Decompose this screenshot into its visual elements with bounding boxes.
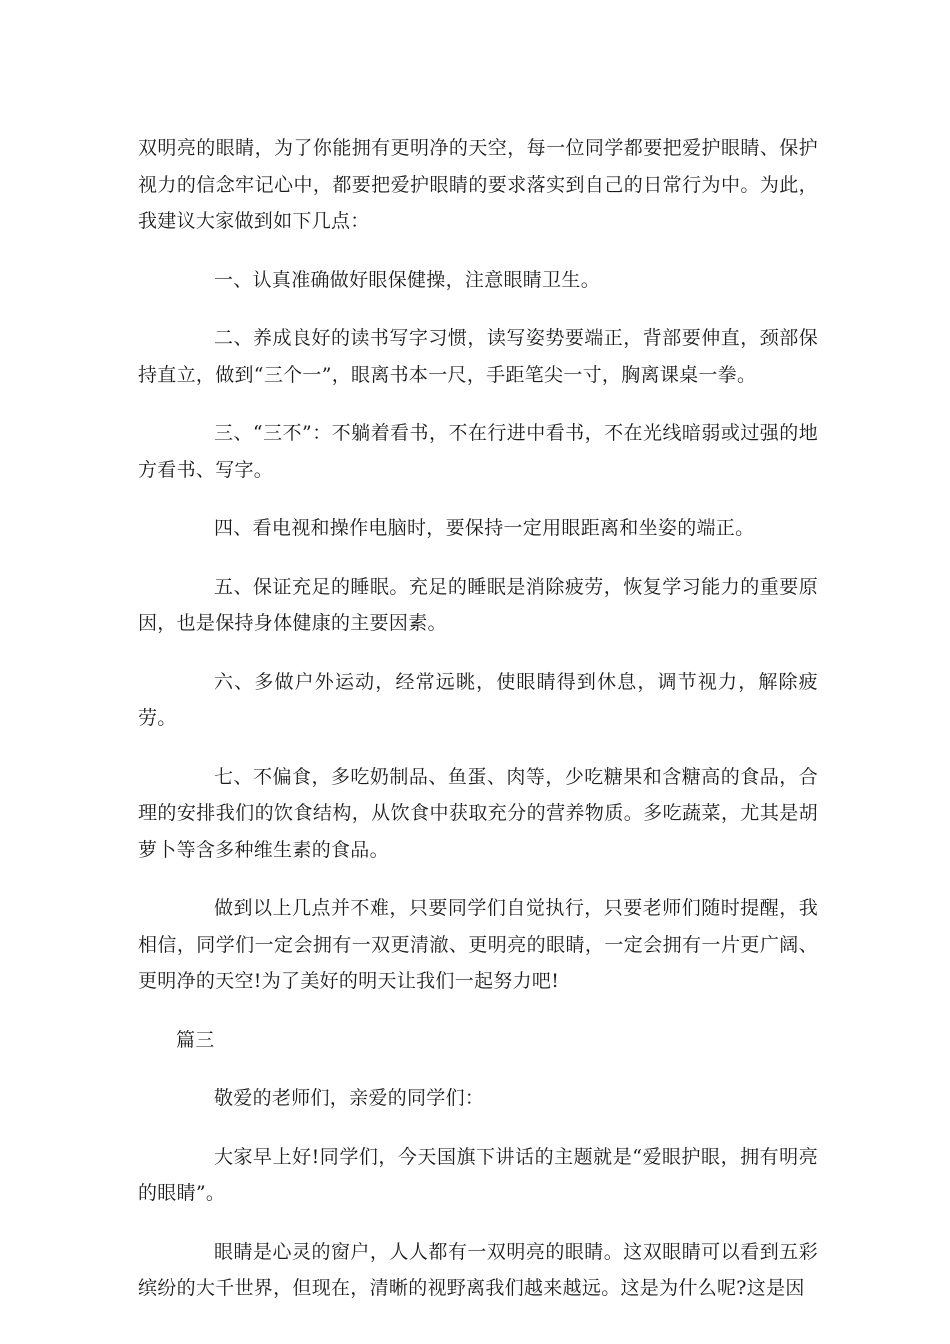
paragraph-greeting: 大家早上好!同学们，今天国旗下讲话的主题就是“爱眼护眼，拥有明亮的眼睛”。 xyxy=(138,1145,818,1204)
paragraph-point-2: 二、养成良好的读书写字习惯，读写姿势要端正，背部要伸直，颈部保持直立，做到“三个一”，眼离书本一尺，手距笔尖一寸，胸离课桌一拳。 xyxy=(138,327,818,386)
paragraph-point-6: 六、多做户外运动，经常远眺，使眼睛得到休息，调节视力，解除疲劳。 xyxy=(138,670,818,729)
paragraph-point-7: 七、不偏食，多吃奶制品、鱼蛋、肉等，少吃糖果和含糖高的食品，合理的安排我们的饮食结构，从饮食中获取充分的营养物质。多吃蔬菜，尤其是胡萝卜等含多种维生素的食品。 xyxy=(138,765,818,861)
document-body xyxy=(138,130,818,1307)
paragraph-point-5: 五、保证充足的睡眠。充足的睡眠是消除疲劳，恢复学习能力的重要原因，也是保持身体健康的主要因素。 xyxy=(138,575,818,634)
section-heading: 篇三 xyxy=(176,1028,215,1051)
paragraph-salutation: 敬爱的老师们，亲爱的同学们： xyxy=(214,1087,485,1109)
paragraph-eyes-intro: 眼睛是心灵的窗户，人人都有一双明亮的眼睛。这双眼睛可以看到五彩缤纷的大千世界，但现在，清晰的视野离我们越来越远。这是为什么呢?这是因 xyxy=(138,1240,818,1299)
paragraph-point-4: 四、看电视和操作电脑时，要保持一定用眼距离和坐姿的端正。 xyxy=(214,517,755,539)
paragraph-conclusion: 做到以上几点并不难，只要同学们自觉执行，只要老师们随时提醒，我相信，同学们一定会拥有一双更清澈、更明亮的眼睛，一定会拥有一片更广阔、更明净的天空!为了美好的明天让我们一起努力吧! xyxy=(138,897,818,992)
paragraph-point-1: 一、认真准确做好眼保健操，注意眼睛卫生。 xyxy=(214,268,601,291)
paragraph-continuation: 双明亮的眼睛，为了你能拥有更明净的天空，每一位同学都要把爱护眼睛、保护视力的信念牢记心中，都要把爱护眼睛的要求落实到自己的日常行为中。为此，我建议大家做到如下几点： xyxy=(138,137,818,232)
paragraph-point-3: 三、“三不”：不躺着看书，不在行进中看书，不在光线暗弱或过强的地方看书、写字。 xyxy=(138,422,818,481)
